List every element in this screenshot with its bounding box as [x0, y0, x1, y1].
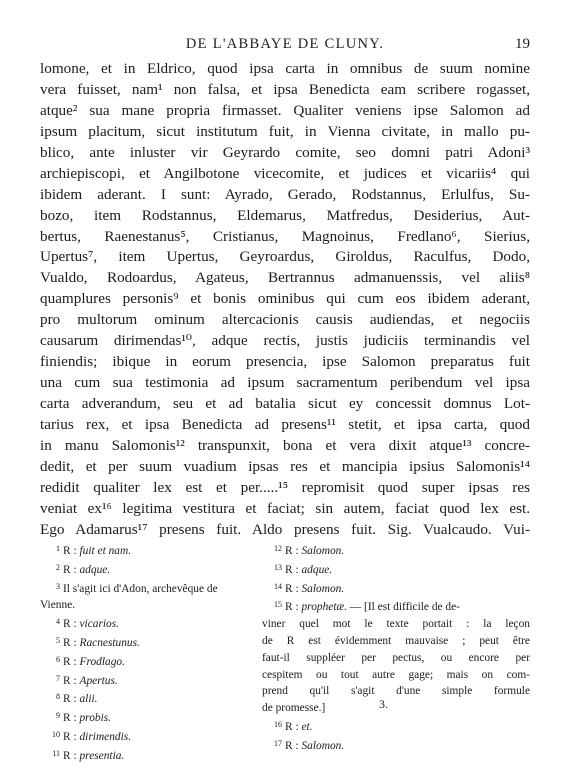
footnote-number: 13: [274, 562, 282, 572]
footnote: [40, 541, 246, 560]
footnote-source: R :: [63, 618, 77, 631]
footnote-continuation: cespitem ou tout autre gage; mais on com-: [262, 668, 530, 681]
footnote-text: adque.: [301, 563, 333, 576]
footnote-text: Salomon.: [301, 545, 345, 557]
footnote-text: Salomon.: [301, 739, 345, 752]
text-line: atque² sua mane propria firmasset. Qualiter veniens ipse Salomon ad: [40, 101, 530, 119]
footnote-number: 3: [56, 581, 60, 591]
text-line: ibidem aderant. I sunt: Ayrado, Gerado, Rodstannus, Erlulfus, Su-: [40, 185, 530, 203]
footnote-source: R :: [63, 545, 77, 557]
footnote-text: dirimendis.: [79, 730, 132, 743]
footnote-text: alii.: [79, 693, 98, 706]
text-line: veniat ex¹⁶ legitima vestitura et faciat; sin autem, faciat quod lex est.: [40, 499, 530, 517]
footnote-source: R :: [63, 730, 77, 743]
footnote-source: R :: [63, 712, 77, 725]
footnote-number: 8: [56, 692, 60, 702]
footnote-text: presentia.: [79, 749, 125, 762]
footnote-number: 15: [274, 600, 282, 610]
footnote-text: fuit et nam.: [79, 545, 132, 557]
footnote-text: probis.: [79, 712, 112, 725]
footnotes-right-column: [262, 541, 530, 755]
footnote: [262, 597, 530, 616]
text-line: in manu Salomonis¹² transpunxit, bona et vera dixit atque¹³ concre-: [40, 436, 530, 454]
footnote-source: R :: [63, 674, 77, 687]
text-line: lomone, et in Eldrico, quod ipsa carta in omnibus de suum nomine: [40, 60, 530, 77]
footnote-continuation: faut-il suppléer per pectus, ou encore per: [262, 651, 530, 664]
text-line: pro multorum ominum altercacionis causis audiendas, et negociis: [40, 311, 530, 329]
footnote-continuation: de promesse.]: [262, 702, 326, 715]
footnote: [40, 633, 246, 652]
footnote-number: 11: [52, 748, 60, 758]
footnote-text: Il s'agit ici d'Adon, archevêque de: [63, 582, 218, 595]
main-text: [40, 59, 530, 541]
footnote: [262, 579, 530, 598]
footnote: [40, 652, 246, 671]
footnote-source: R :: [285, 601, 299, 614]
footnote: [40, 746, 246, 765]
text-line: quamplures personis⁹ et bonis ominibus qui cum eos ibidem aderant,: [40, 290, 530, 308]
footnote-number: 6: [56, 654, 60, 664]
footnote: [40, 671, 246, 690]
footnote-number: 9: [56, 711, 60, 721]
text-line: Vualdo, Rodoardus, Agateus, Bertrannus admanuenssis, vel aliis⁸: [40, 269, 530, 287]
footnote-number: 17: [274, 738, 282, 748]
footnote-source: R :: [285, 563, 299, 576]
text-line: vera fuisset, nam¹ non falsa, et ipsa Benedicta eam scribere rogasset,: [40, 80, 530, 98]
footnote: [40, 614, 246, 633]
footnote-source: R :: [285, 582, 299, 595]
text-line: dedit, et per suum vuadium ipsas res et mancipia ipsius Salomonis¹⁴: [40, 457, 530, 475]
text-line: bertus, Raenestanus⁵, Cristianus, Magnoinus, Fredlano⁶, Sierius,: [40, 227, 530, 245]
footnote-continuation: viner quel mot le texte portait : la leçon: [262, 618, 530, 631]
footnote-source: R :: [63, 655, 77, 668]
signature-mark: 3.: [379, 697, 388, 711]
footnote: [262, 541, 530, 560]
footnote-source: R :: [285, 545, 299, 557]
text-line: bozo, item Rodstannus, Eldemarus, Matfredus, Desiderius, Aut-: [40, 206, 530, 224]
footnote-source: R :: [63, 563, 77, 576]
text-line: finiendis; ibique in eorum presencia, ipse Salomon preparatus fuit: [40, 353, 530, 371]
footnote-number: 14: [274, 581, 282, 591]
footnote-text: vicarios.: [79, 618, 120, 631]
footnote-continuation: Vienne.: [40, 599, 76, 612]
footnote: [40, 579, 246, 598]
footnote-number: 5: [56, 635, 60, 645]
footnote: [40, 689, 246, 708]
footnote-text: et.: [301, 720, 313, 733]
footnote-text: — [Il est difficile de de-: [346, 601, 460, 614]
running-header: [40, 36, 530, 56]
page-number: 19: [515, 36, 530, 52]
text-line: Upertus⁷, item Upertus, Geyroardus, Giroldus, Raculfus, Dodo,: [40, 248, 530, 266]
footnote-text: adque.: [79, 563, 111, 576]
footnote-text: Apertus.: [79, 674, 118, 687]
footnote: [40, 560, 246, 579]
text-line: carta adverandum, seu et ad batalia sicut ey concessit domnus Lot-: [40, 395, 530, 412]
footnote-text: Salomon.: [301, 582, 345, 595]
text-line: causarum dirimendas¹⁰, adque rectis, justis judiciis terminandis vel: [40, 332, 530, 350]
footnote: [40, 708, 246, 727]
footnote-source: R :: [63, 636, 77, 649]
footnote: [262, 717, 530, 736]
footnotes-left-column: [40, 541, 246, 765]
text-line: Ego Adamarus¹⁷ presens fuit. Aldo presens fuit. Sig. Vualcaudo. Vui-: [40, 520, 530, 538]
footnote-continuation: de R est évidemment mauvaise ; peut être: [262, 634, 530, 647]
footnote-source: R :: [285, 739, 299, 752]
footnote: [262, 736, 530, 755]
footnote-text: Racnestunus.: [79, 636, 140, 649]
footnote: [262, 560, 530, 579]
footnote-number: 10: [52, 729, 60, 739]
text-line: archiepiscopi, et Angilbotone vicecomite, et judices et vicariis⁴ qui: [40, 164, 530, 182]
footnote-text: prophetæ.: [301, 601, 347, 614]
text-line: una cum sua testimonia ad ipsum sacramentum peribendum vel ipsa: [40, 374, 530, 392]
footnote-text: Frodlago.: [79, 655, 125, 668]
text-line: tarius rex, et ipsa Benedicta ad presens¹¹ stetit, et ipsa carta, quod: [40, 415, 530, 433]
footnote-number: 4: [56, 617, 60, 627]
text-line: redidit qualiter lex est et per.....¹⁵ repromisit quod super ipsas res: [40, 478, 530, 496]
footnote-number: 7: [56, 673, 60, 683]
running-title: DE L'ABBAYE DE CLUNY.: [185, 36, 385, 52]
footnote: [40, 727, 246, 746]
footnote-number: 12: [274, 544, 282, 553]
footnote-number: 2: [56, 562, 60, 572]
text-line: ipsum placitum, sicut institutum fuit, in Vienna civitate, in mallo pu-: [40, 122, 530, 140]
footnote-number: 16: [274, 719, 282, 729]
footnote-source: R :: [285, 720, 299, 733]
footnote-source: R :: [63, 749, 77, 762]
footnote-number: 1: [56, 544, 60, 553]
footnote-continuation: prend qu'il s'agit d'une simple formule: [262, 685, 530, 698]
footnote-source: R :: [63, 693, 77, 706]
text-line: blico, ante inluster vir Geyrardo comite, seo domni patri Adoni³: [40, 143, 530, 161]
